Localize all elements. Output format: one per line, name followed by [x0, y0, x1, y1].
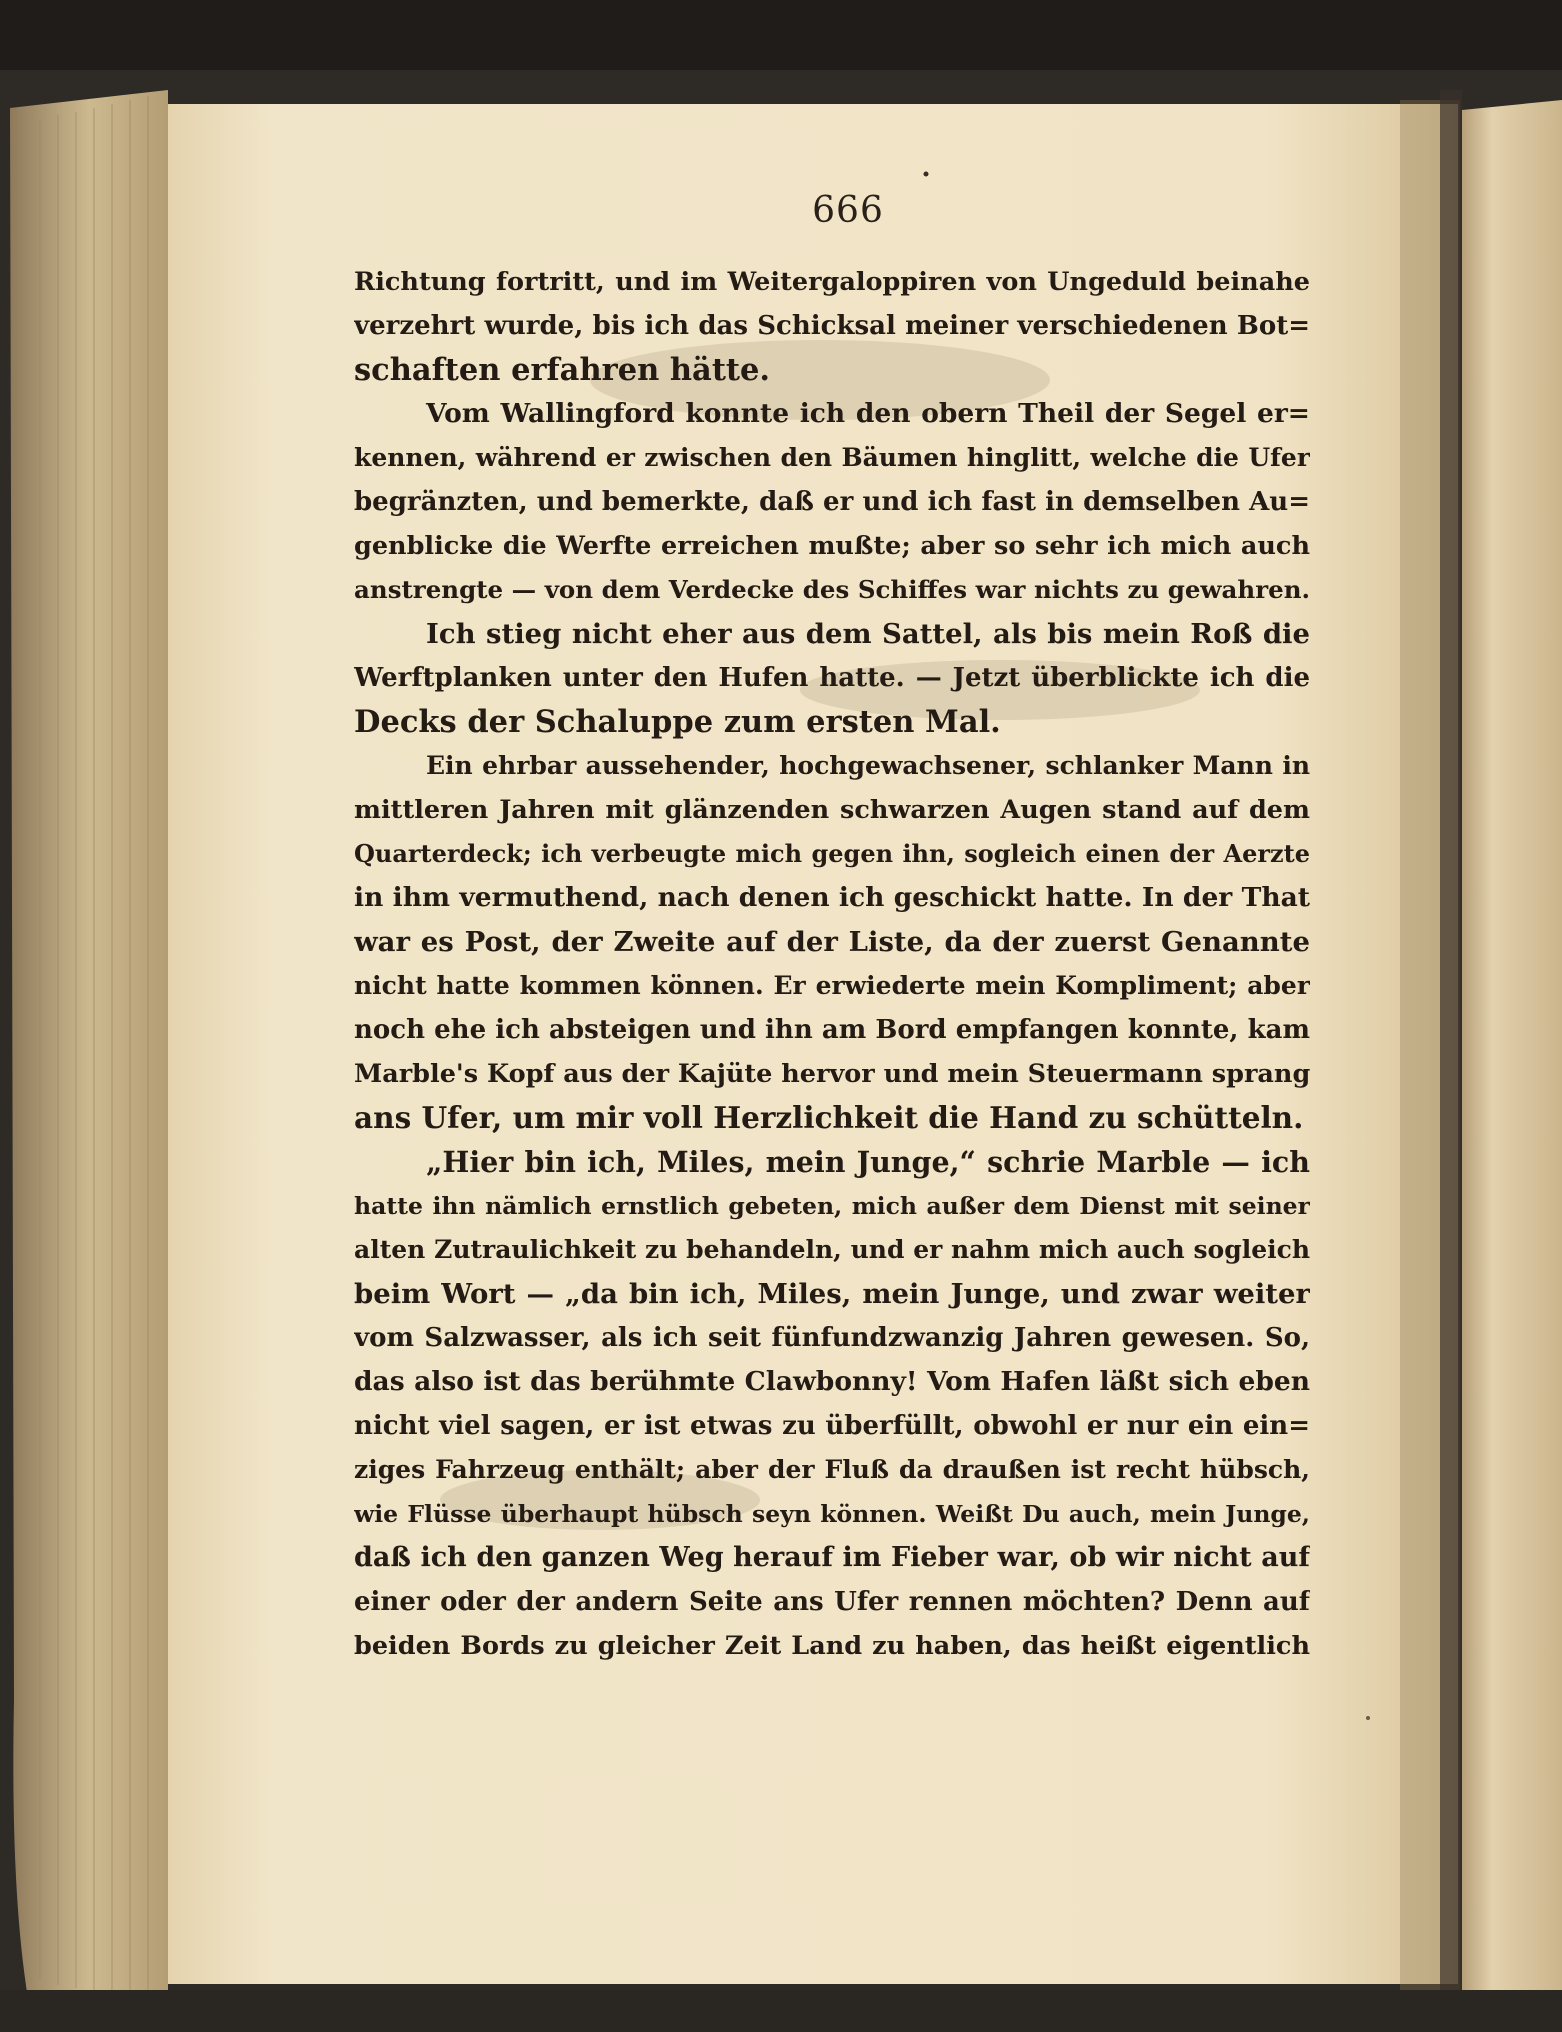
text-line: schaften erfahren hätte.: [354, 352, 771, 388]
text-line: beim Wort — „da bin ich, Miles, mein Junge, und zwar weiter: [354, 1278, 1310, 1310]
text-line: Ein ehrbar aussehender, hochgewachsener, schlanker Mann in: [426, 751, 1310, 780]
bottom-binding: [0, 1990, 1562, 2032]
text-line: daß ich den ganzen Weg herauf im Fieber war, ob wir nicht auf: [354, 1542, 1310, 1573]
stacked-page-edges: [10, 90, 168, 2010]
text-line: beiden Bords zu gleicher Zeit Land zu haben, das heißt eigentlich: [354, 1631, 1310, 1661]
text-line: wie Flüsse überhaupt hübsch seyn können. Weißt Du auch, mein Junge,: [354, 1500, 1310, 1528]
body-text: [354, 260, 1310, 1668]
text-line: anstrengte — von dem Verdecke des Schiffes war nichts zu gewahren.: [354, 575, 1310, 604]
text-line: hatte ihn nämlich ernstlich gebeten, mich außer dem Dienst mit seiner: [354, 1192, 1310, 1220]
binding-top: [0, 0, 1562, 70]
text-line: in ihm vermuthend, nach denen ich geschickt hatte. In der That: [354, 882, 1310, 913]
text-line: Ich stieg nicht eher aus dem Sattel, als bis mein Roß die: [426, 618, 1310, 650]
text-line: begränzten, und bemerkte, daß er und ich fast in demselben Au=: [354, 487, 1310, 517]
text-line: Decks der Schaluppe zum ersten Mal.: [354, 704, 1001, 740]
book-page: [168, 104, 1458, 1984]
text-line: genblicke die Werfte erreichen mußte; aber so sehr ich mich auch: [354, 531, 1310, 561]
text-line: noch ehe ich absteigen und ihn am Bord empfangen konnte, kam: [354, 1015, 1310, 1045]
text-line: nicht viel sagen, er ist etwas zu überfüllt, obwohl er nur ein ein=: [354, 1411, 1310, 1441]
text-line: ziges Fahrzeug enthält; aber der Fluß da draußen ist recht hübsch,: [354, 1455, 1310, 1484]
text-line: vom Salzwasser, als ich seit fünfundzwanzig Jahren gewesen. So,: [354, 1323, 1310, 1353]
text-line: Quarterdeck; ich verbeugte mich gegen ihn, sogleich einen der Aerzte: [354, 839, 1310, 868]
text-line: einer oder der andern Seite ans Ufer rennen möchten? Denn auf: [354, 1587, 1310, 1617]
text-line: alten Zutraulichkeit zu behandeln, und er nahm mich auch sogleich: [354, 1235, 1310, 1264]
text-line: „Hier bin ich, Miles, mein Junge,“ schrie Marble — ich: [426, 1145, 1310, 1179]
text-line: das also ist das berühmte Clawbonny! Vom Hafen läßt sich eben: [354, 1366, 1310, 1397]
text-line: Werftplanken unter den Hufen hatte. — Jetzt überblickte ich die: [354, 663, 1310, 693]
text-line: verzehrt wurde, bis ich das Schicksal meiner verschiedenen Bot=: [354, 311, 1310, 341]
page-number: 666: [812, 190, 884, 231]
text-line: ans Ufer, um mir voll Herzlichkeit die Hand zu schütteln.: [354, 1100, 1304, 1135]
text-line: Marble's Kopf aus der Kajüte hervor und mein Steuermann sprang: [354, 1059, 1310, 1089]
text-line: Richtung fortritt, und im Weitergaloppiren von Ungeduld beinahe: [354, 267, 1310, 297]
facing-page: [1462, 100, 1562, 2000]
text-line: mittleren Jahren mit glänzenden schwarzen Augen stand auf dem: [354, 795, 1310, 825]
text-line: war es Post, der Zweite auf der Liste, da der zuerst Genannte: [354, 926, 1310, 958]
text-line: Vom Wallingford konnte ich den obern Theil der Segel er=: [426, 398, 1310, 429]
text-line: kennen, während er zwischen den Bäumen hinglitt, welche die Ufer: [354, 443, 1310, 472]
text-line: nicht hatte kommen können. Er erwiederte mein Kompliment; aber: [354, 971, 1310, 1000]
